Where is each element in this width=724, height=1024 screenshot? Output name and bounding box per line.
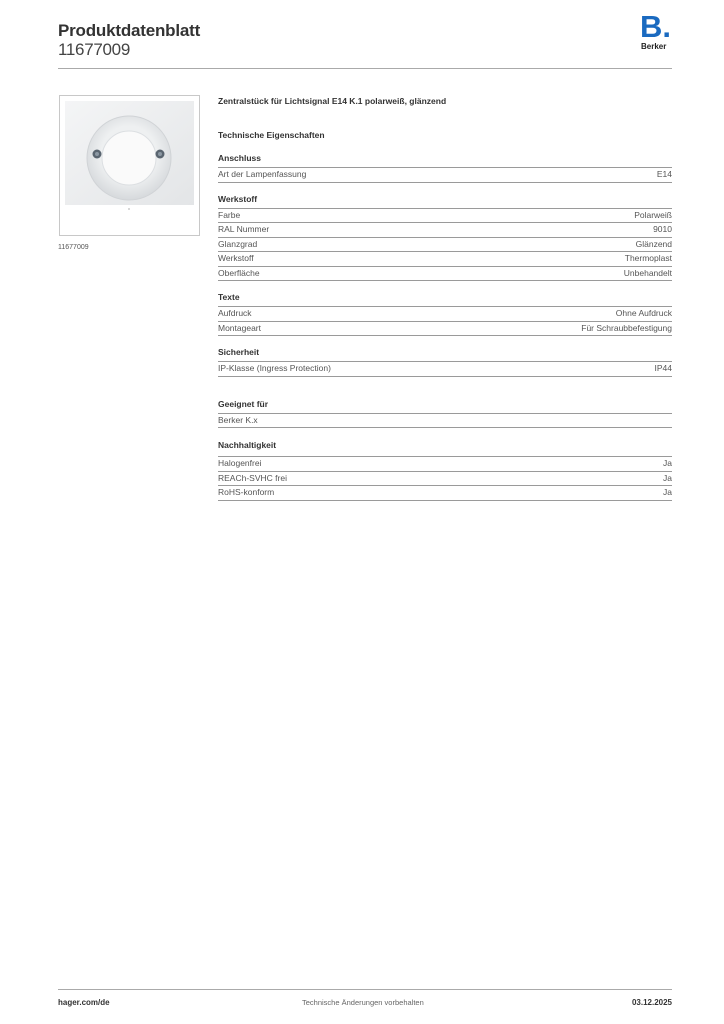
row-label: Art der Lampenfassung: [218, 169, 307, 179]
row-label: Werkstoff: [218, 253, 254, 263]
row-label: Glanzgrad: [218, 238, 258, 249]
row-value: Ja: [663, 472, 672, 483]
product-details: [218, 96, 672, 512]
row-label: Oberfläche: [218, 267, 260, 278]
row-label: Berker K.x: [218, 414, 258, 425]
row-label: RoHS-konform: [218, 487, 275, 497]
footer-date: 03.12.2025: [631, 998, 672, 1007]
product-title: Zentralstück für Lichtsignal E14 K.1 polarweiß, glänzend: [218, 96, 447, 106]
section-title: Werkstoff: [218, 193, 258, 204]
section-title: Anschluss: [218, 153, 261, 163]
row-value: IP44: [654, 363, 672, 373]
row-label: Farbe: [218, 209, 241, 220]
section-werkstoff: [218, 194, 672, 282]
row-label: Aufdruck: [218, 308, 252, 318]
table-row: [218, 167, 672, 183]
table-row: [218, 208, 672, 223]
table-row: [218, 222, 672, 237]
product-image: [59, 95, 200, 236]
section-title: Nachhaltigkeit: [218, 440, 277, 450]
tech-heading: Technische Eigenschaften: [218, 130, 325, 140]
table-row: [218, 471, 672, 486]
footer-disclaimer: Technische Änderungen vorbehalten: [302, 998, 424, 1007]
table-row: [218, 306, 672, 321]
table-row: [218, 413, 672, 429]
image-caption: 11677009: [58, 244, 89, 251]
row-label: Montageart: [218, 322, 261, 333]
row-value: Ohne Aufdruck: [615, 308, 672, 318]
row-value: Für Schraubbefestigung: [581, 322, 672, 333]
header-divider: [58, 68, 672, 69]
table-row: [218, 321, 672, 337]
logo-letter: B.: [640, 9, 671, 44]
logo-word: Berker: [641, 42, 667, 51]
row-value: E14: [656, 169, 672, 179]
section-texte: [218, 292, 672, 336]
section-title: Sicherheit: [218, 347, 260, 357]
row-label: Halogenfrei: [218, 458, 262, 468]
product-illustration: [60, 96, 199, 235]
row-label: REACh-SVHC frei: [218, 472, 287, 483]
section-geeignet: [218, 399, 672, 429]
section-sicherheit: [218, 347, 672, 377]
berker-logo: [640, 9, 673, 53]
section-title: Texte: [218, 292, 240, 302]
table-row: [218, 251, 672, 266]
article-number: 11677009: [58, 40, 130, 59]
table-row: [218, 485, 672, 501]
footer-divider: [58, 989, 672, 990]
footer-website-link[interactable]: hager.com/de: [58, 998, 110, 1007]
section-anschluss: [218, 153, 672, 183]
row-label: RAL Nummer: [218, 224, 270, 234]
row-value: Polarweiß: [634, 209, 672, 220]
row-value: Glänzend: [635, 238, 672, 249]
row-value: 9010: [653, 224, 672, 234]
row-value: Ja: [663, 458, 672, 468]
section-nachhaltigkeit: [218, 440, 672, 501]
row-label: IP-Klasse (Ingress Protection): [218, 363, 331, 373]
row-value: Ja: [663, 487, 672, 497]
page-title: Produktdatenblatt: [58, 21, 201, 40]
table-row: [218, 266, 672, 282]
table-row: [218, 456, 672, 471]
section-title: Geeignet für: [218, 398, 269, 409]
row-value: Thermoplast: [624, 253, 672, 263]
table-row: [218, 237, 672, 252]
table-row: [218, 361, 672, 377]
row-value: Unbehandelt: [623, 267, 672, 278]
